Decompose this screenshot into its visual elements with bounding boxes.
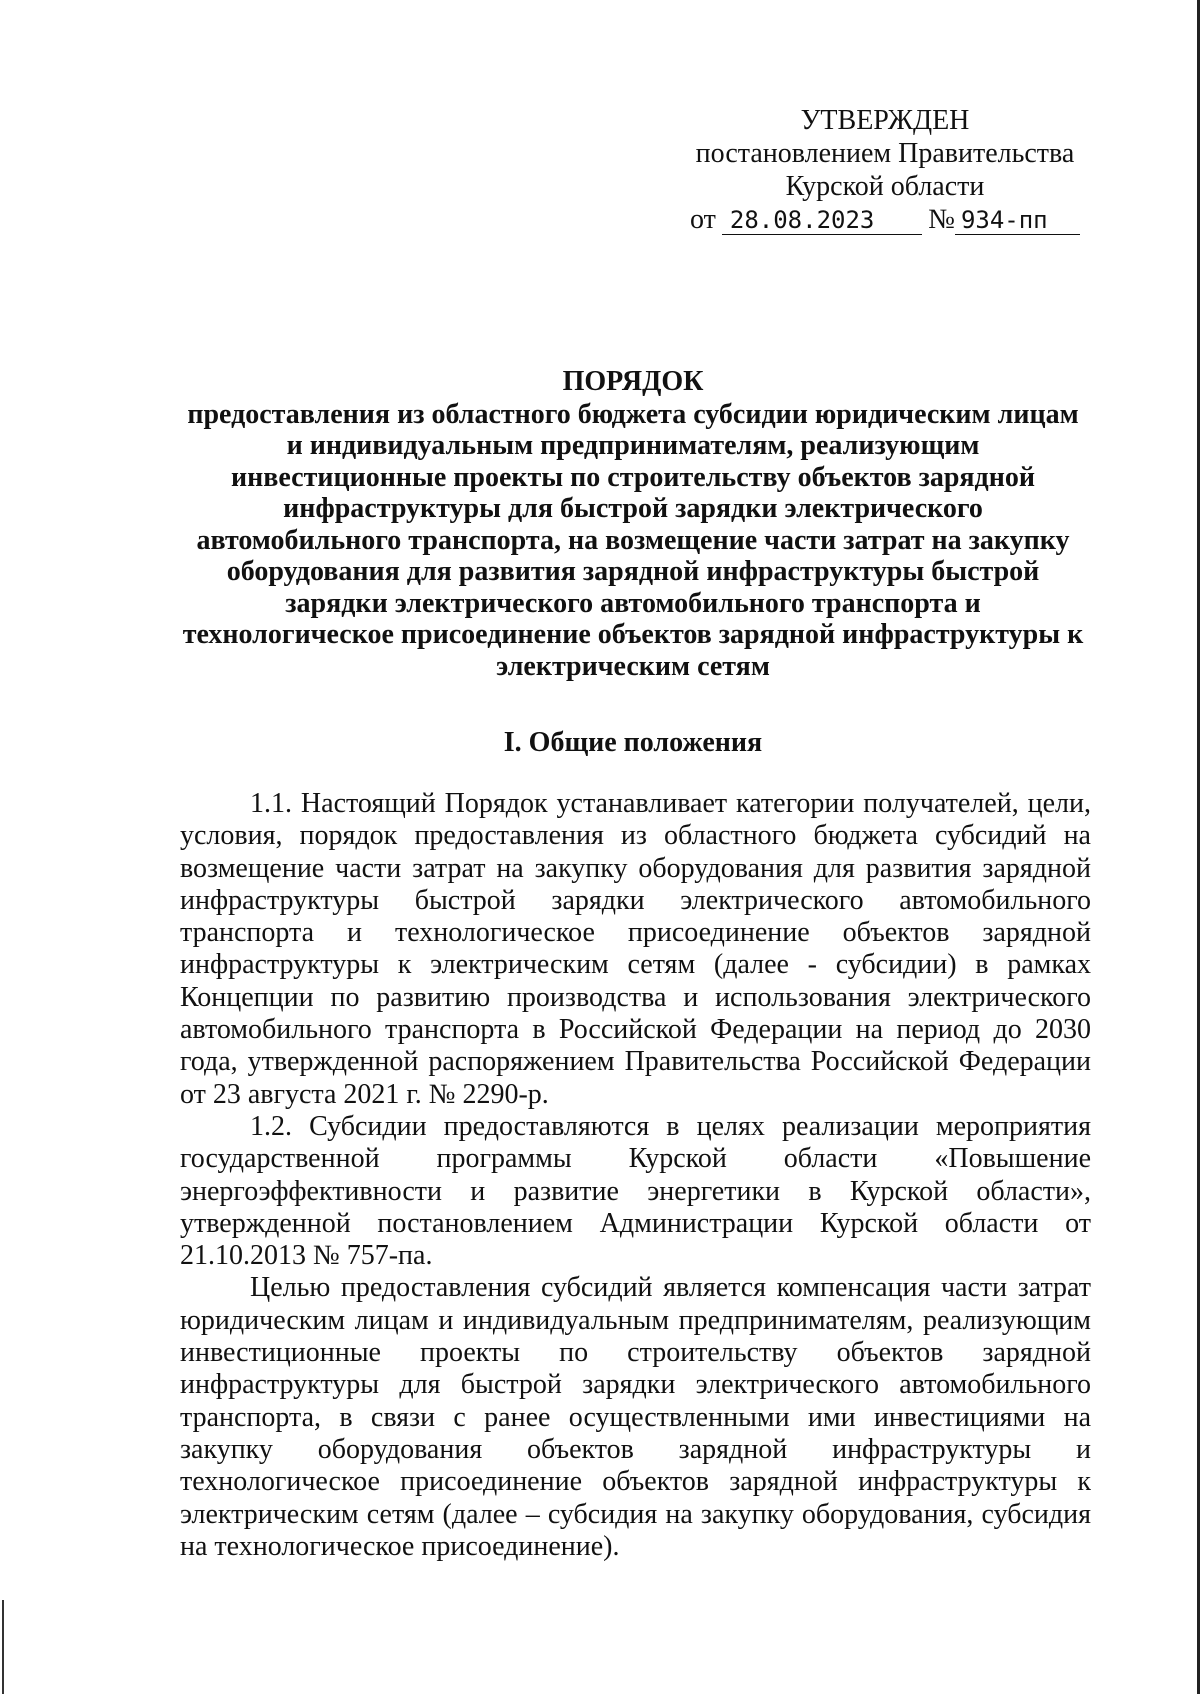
document-body xyxy=(180,788,1091,1563)
paragraph-1-2: 1.2. Субсидии предоставляются в целях реализации мероприятия государственной программы Курской области «Повышение энергоэффективности и развитие энергетики в Курской области», утвержденной постановлением Администрации Курской области от 21.10.2013 № 757-па. xyxy=(180,1110,1091,1272)
section-heading: I. Общие положения xyxy=(503,727,763,758)
date-value: 28.08.2023 xyxy=(722,206,922,235)
title-subtitle: предоставления из областного бюджета субсидии юридическим лицам и индивидуальным предпринимателям, реализующим инвестиционные проекты по строительству объектов зарядной инфраструктуры для быстрой зарядки электрического автомобильного транспорта, на возмещение части затрат на закупку оборудования для развития зарядной инфраструктуры быстрой зарядки электрического автомобильного транспорта и технологическое присоединение объектов зарядной инфраструктуры к электрическим сетям xyxy=(182,398,1084,682)
approval-region: Курской области xyxy=(785,171,985,202)
scan-edge-left xyxy=(2,1600,4,1694)
number-label: № xyxy=(928,204,955,235)
approval-authority: постановлением Правительства xyxy=(695,138,1075,169)
number-value: 934-пп xyxy=(955,206,1080,235)
approval-title: УТВЕРЖДЕН xyxy=(800,105,970,136)
paragraph-1-1: 1.1. Настоящий Порядок устанавливает категории получателей, цели, условия, порядок предоставления из областного бюджета субсидий на возмещение части затрат на закупку оборудования для развития зарядной инфраструктуры быстрой зарядки электрического автомобильного транспорта и технологическое присоединение объектов зарядной инфраструктуры к электрическим сетям (далее - субсидии) в рамках Концепции по развитию производства и использования электрического автомобильного транспорта в Российской Федерации на период до 2030 года, утвержденной распоряжением Правительства Российской Федерации от 23 августа 2021 г. № 2290-р. xyxy=(180,788,1091,1110)
document-title xyxy=(178,366,1088,682)
approval-block xyxy=(690,104,1080,236)
title-heading: ПОРЯДОК xyxy=(562,366,704,397)
paragraph-purpose: Целью предоставления субсидий является компенсация части затрат юридическим лицам и индивидуальным предпринимателям, реализующим инвестиционные проекты по строительству объектов зарядной инфраструктуры для быстрой зарядки электрического автомобильного транспорта, в связи с ранее осуществленными ими инвестициями на закупку оборудования объектов зарядной инфраструктуры и технологическое присоединение объектов зарядной инфраструктуры к электрическим сетям (далее – субсидия на закупку оборудования, субсидия на технологическое присоединение). xyxy=(180,1272,1091,1562)
approval-date-row xyxy=(690,203,1080,236)
date-label: от xyxy=(690,204,716,235)
